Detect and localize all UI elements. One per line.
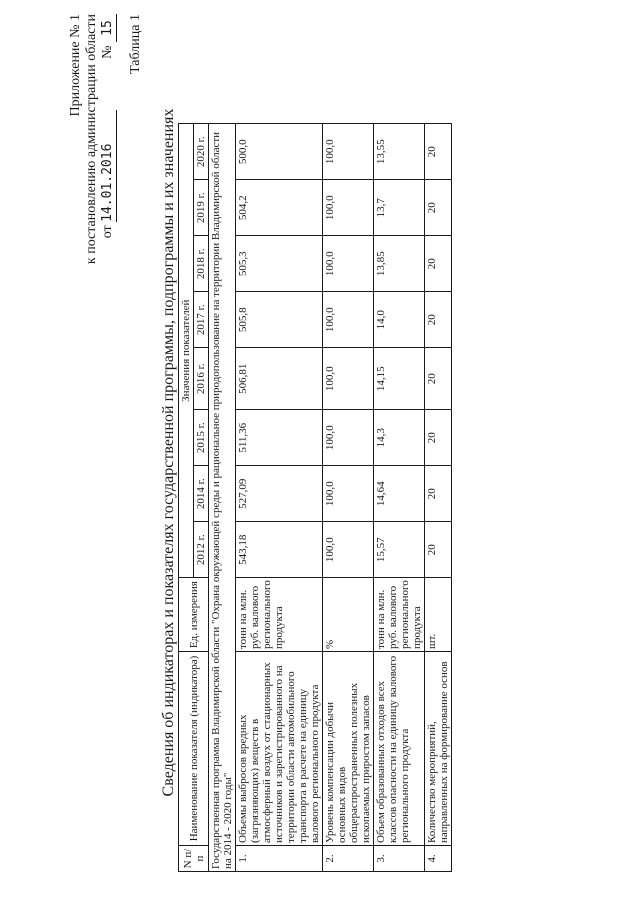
row-value: 100,0 (323, 466, 374, 522)
row-value: 14,0 (374, 292, 425, 348)
number-field (100, 14, 117, 42)
indicators-table (178, 123, 452, 872)
row-unit: шт. (425, 578, 452, 652)
header-year: 2015 г. (194, 410, 209, 466)
appendix-title: Приложение № 1 (68, 14, 83, 117)
document-title: Сведения об индикаторах и показателях государственной программы, подпрограммы и их значениях (160, 108, 177, 797)
row-value: 13,85 (374, 236, 425, 292)
header-year: 2019 г. (194, 180, 209, 236)
header-year: 2016 г. (194, 348, 209, 410)
row-num: 2. (323, 846, 374, 872)
row-value: 543,18 (236, 522, 323, 578)
row-indicator-name: Уровень компенсации добычи основных видов общераспространенных полезных ископаемых приростом запасов (323, 652, 374, 846)
header-year: 2020 г. (194, 124, 209, 180)
table-row (374, 124, 425, 872)
header-year: 2017 г. (194, 292, 209, 348)
row-value: 20 (425, 236, 452, 292)
row-value: 14,64 (374, 466, 425, 522)
row-value: 511,36 (236, 410, 323, 466)
row-value: 100,0 (323, 348, 374, 410)
row-value: 13,7 (374, 180, 425, 236)
table-row (323, 124, 374, 872)
row-value: 14,15 (374, 348, 425, 410)
header-values-group: Значения показателей (179, 124, 194, 578)
appendix-date-line (100, 14, 117, 264)
appendix-block (68, 14, 117, 264)
row-value: 100,0 (323, 236, 374, 292)
row-value: 13,55 (374, 124, 425, 180)
row-value: 100,0 (323, 180, 374, 236)
appendix-subtitle: к постановлению администрации области (84, 14, 99, 265)
row-value: 100,0 (323, 522, 374, 578)
row-value: 20 (425, 124, 452, 180)
row-value: 100,0 (323, 292, 374, 348)
row-value: 506,81 (236, 348, 323, 410)
row-value: 500,0 (236, 124, 323, 180)
header-num: N п/п (179, 846, 209, 872)
header-row-1 (179, 124, 194, 872)
row-value: 15,57 (374, 522, 425, 578)
row-value: 505,3 (236, 236, 323, 292)
row-indicator-name: Объем образованных отходов всех классов опасности на единицу валового регионального продукта (374, 652, 425, 846)
header-unit: Ед. измерения (179, 578, 209, 652)
row-num: 3. (374, 846, 425, 872)
date-prefix: от (100, 225, 115, 239)
number-prefix: № (100, 45, 115, 59)
row-value: 14,3 (374, 410, 425, 466)
row-value: 527,09 (236, 466, 323, 522)
date-value: 14.01.2016 (100, 143, 115, 222)
row-unit: тонн на млн. руб. валового регионального продукта (236, 578, 323, 652)
row-value: 100,0 (323, 410, 374, 466)
row-value: 20 (425, 292, 452, 348)
row-value: 20 (425, 466, 452, 522)
header-year: 2018 г. (194, 236, 209, 292)
program-title: Государственная программа Владимирской области "Охрана окружающей среды и рациональное природопользование на территории Владимирской области на 2014 - 2020 годы" (209, 124, 236, 872)
row-value: 20 (425, 180, 452, 236)
header-year: 2012 г. (194, 522, 209, 578)
row-num: 1. (236, 846, 323, 872)
row-value: 20 (425, 348, 452, 410)
date-field (100, 110, 117, 222)
row-value: 20 (425, 522, 452, 578)
row-indicator-name: Количество мероприятий, направленных на формирование основ (425, 652, 452, 846)
header-name: Наименование показателя (индикатора) (179, 652, 209, 846)
row-unit: тонн на млн. руб. валового регионального продукта (374, 578, 425, 652)
row-unit: % (323, 578, 374, 652)
table-row (425, 124, 452, 872)
row-num: 4. (425, 846, 452, 872)
row-value: 505,8 (236, 292, 323, 348)
table-row (236, 124, 323, 872)
row-value: 100,0 (323, 124, 374, 180)
program-row (209, 124, 236, 872)
row-value: 20 (425, 410, 452, 466)
number-value: 15 (100, 20, 115, 36)
row-indicator-name: Объемы выбросов вредных (загрязняющих) веществ в атмосферный воздух от стационарных источников и зарегистрированного на территории области автомобильного транспорта в расчете на единицу валового регионального продукта (236, 652, 323, 846)
header-year: 2014 г. (194, 466, 209, 522)
row-value: 504,2 (236, 180, 323, 236)
table-label: Таблица 1 (128, 14, 143, 74)
